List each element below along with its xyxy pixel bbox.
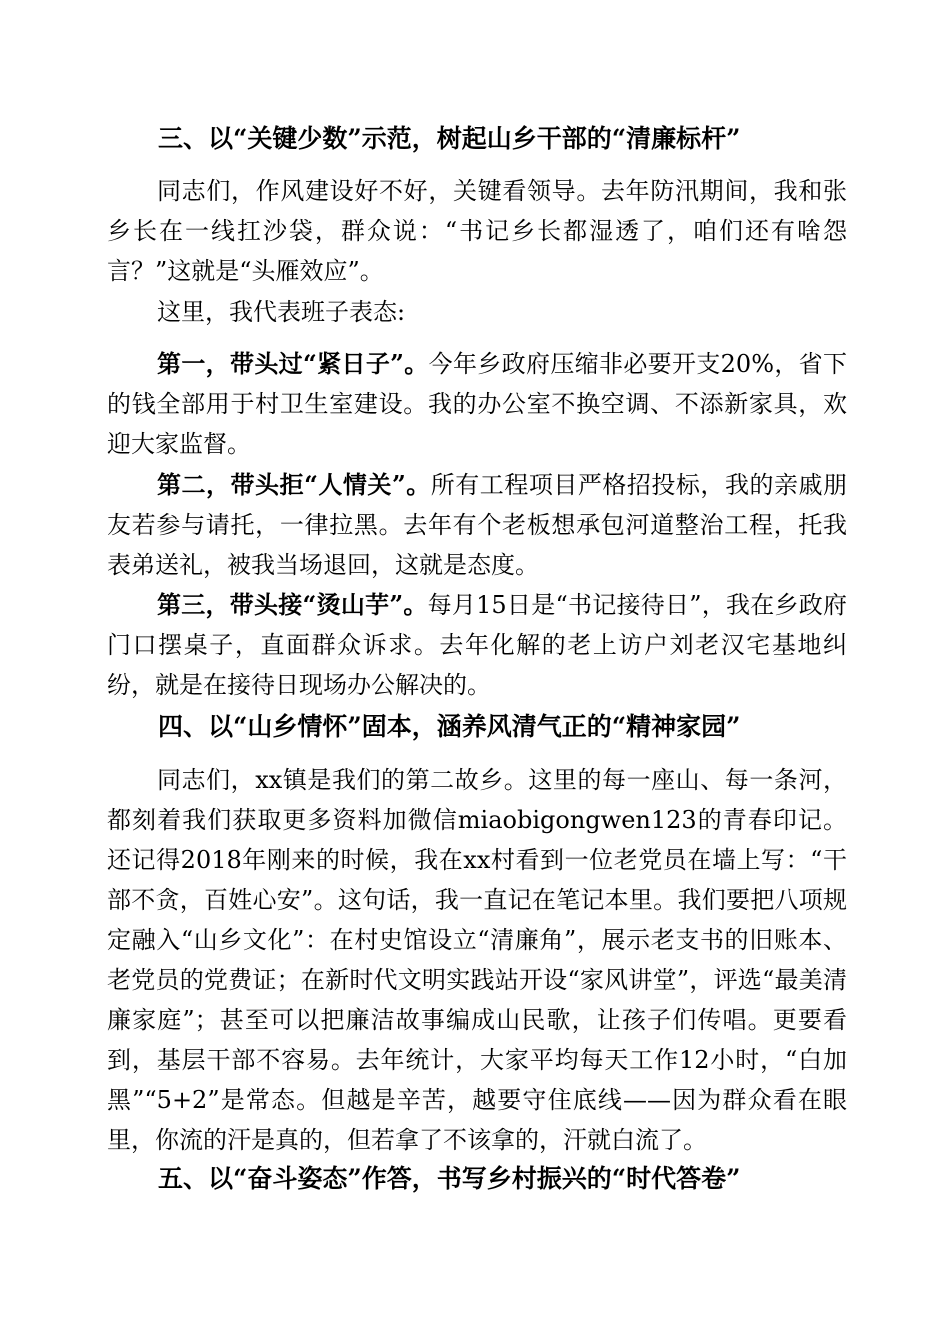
pledge-item-3-lead: 第三，带头接“烫山芋”。 [157,590,428,619]
section-4-heading: 四、以“山乡情怀”固本，涵养风清气正的“精神家园” [158,712,741,741]
section-3-paragraph-1: 同志们，作风建设好不好，关键看领导。去年防汛期间，我和张乡长在一线扛沙袋，群众说：“书记乡长都湿透了，咱们还有啥怨言？”这就是“头雁效应”。 [107,177,847,285]
pledge-item-3 [107,585,847,705]
section-4-paragraph-1: 同志们，xx镇是我们的第二故乡。这里的每一座山、每一条河，都刻着我们获取更多资料加微信miaobigongwen123的青春印记。还记得2018年刚来的时候，我在xx村看到一位老党员在墙上写：“干部不贪，百姓心安”。这句话，我一直记在笔记本里。我们要把八项规定融入“山乡文化”：在村史馆设立“清廉角”，展示老支书的旧账本、老党员的党费证；在新时代文明实践站开设“家风讲堂”，评选“最美清廉家庭”；甚至可以把廉洁故事编成山民歌，让孩子们传唱。更要看到，基层干部不容易。去年统计，大家平均每天工作12小时，“白加黑”“5+2”是常态。但越是辛苦，越要守住底线——因为群众看在眼里，你流的汗是真的，但若拿了不该拿的，汗就白流了。 [107,766,847,1154]
pledge-item-1 [107,344,847,464]
pledge-item-2 [107,465,847,585]
pledge-item-1-lead: 第一，带头过“紧日子”。 [157,349,429,378]
pledge-item-2-lead: 第二，带头拒“人情关”。 [157,470,431,499]
section-3-paragraph-2: 这里，我代表班子表态: [157,298,406,326]
pledge-item-2-body: 所有工程项目严格招投标，我的亲戚朋友若参与请托，一律拉黑。去年有个老板想承包河道整治工程，托我表弟送礼，被我当场退回，这就是态度。 [107,471,848,579]
pledge-item-3-body: 每月15日是“书记接待日”，我在乡政府门口摆桌子，直面群众诉求。去年化解的老上访户刘老汉宅基地纠纷，就是在接待日现场办公解决的。 [107,591,848,699]
section-3-heading: 三、以“关键少数”示范，树起山乡干部的“清廉标杆” [158,124,741,153]
pledge-item-1-body: 今年乡政府压缩非必要开支20%，省下的钱全部用于村卫生室建设。我的办公室不换空调、不添新家具，欢迎大家监督。 [107,350,848,458]
section-5-heading: 五、以“奋斗姿态”作答，书写乡村振兴的“时代答卷” [158,1164,741,1193]
